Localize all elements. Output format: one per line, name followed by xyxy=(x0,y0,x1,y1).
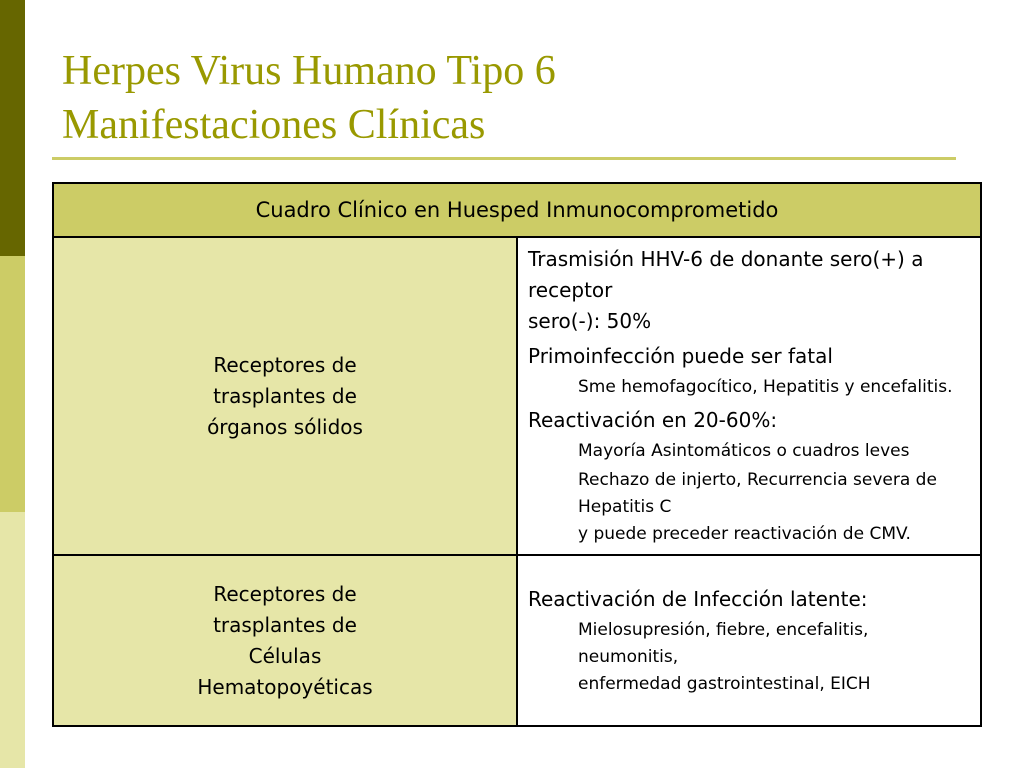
row-label-line: órganos sólidos xyxy=(207,414,363,439)
bullet-level-2 xyxy=(578,438,970,465)
side-stripe-mid xyxy=(0,256,25,512)
bullet-text: sero(-): 50% xyxy=(528,309,652,333)
table-row xyxy=(53,237,981,555)
row-label-solid-organ xyxy=(53,237,517,555)
bullet-level-1 xyxy=(528,244,970,337)
bullet-level-1 xyxy=(528,405,970,436)
bullet-text: Sme hemofagocítico, Hepatitis y encefalitis. xyxy=(578,377,953,397)
row-label-line: Células xyxy=(248,643,322,668)
bullet-text: enfermedad gastrointestinal, EICH xyxy=(578,673,871,694)
side-stripe-light xyxy=(0,512,25,768)
bullet-level-2 xyxy=(578,467,970,548)
bullet-text: Mielosupresión, fiebre, encefalitis, neumonitis, xyxy=(578,619,869,667)
slide-title xyxy=(62,44,556,152)
table-row xyxy=(53,555,981,726)
row-label-line: Receptores de xyxy=(213,352,357,377)
title-underline xyxy=(52,157,956,160)
slide-title-line-2: Manifestaciones Clínicas xyxy=(62,102,486,148)
clinical-table xyxy=(52,182,982,727)
side-stripe-dark xyxy=(0,0,25,256)
bullet-text: Trasmisión HHV-6 de donante sero(+) a receptor xyxy=(528,247,924,302)
row-label-line: trasplantes de xyxy=(213,383,357,408)
bullet-level-1 xyxy=(528,584,970,615)
bullet-level-1 xyxy=(528,341,970,372)
slide-title-line-1: Herpes Virus Humano Tipo 6 xyxy=(62,48,556,94)
row-content-solid-organ xyxy=(517,237,981,555)
bullet-text: Reactivación en 20-60%: xyxy=(528,408,778,432)
bullet-text: y puede preceder reactivación de CMV. xyxy=(578,524,911,544)
row-label-hematopoietic xyxy=(53,555,517,726)
row-label-line: trasplantes de xyxy=(213,612,357,637)
bullet-text: Mayoría Asintomáticos o cuadros leves xyxy=(578,441,910,461)
bullet-level-2 xyxy=(578,617,970,698)
bullet-level-2 xyxy=(578,374,970,401)
bullet-text: Reactivación de Infección latente: xyxy=(528,586,868,611)
row-content-hematopoietic xyxy=(517,555,981,726)
table-header: Cuadro Clínico en Huesped Inmunocomprometido xyxy=(53,183,981,237)
bullet-text: Primoinfección puede ser fatal xyxy=(528,344,833,368)
row-label-line: Receptores de xyxy=(213,581,357,606)
bullet-text: Rechazo de injerto, Recurrencia severa de Hepatitis C xyxy=(578,470,937,517)
row-label-line: Hematopoyéticas xyxy=(197,674,373,699)
